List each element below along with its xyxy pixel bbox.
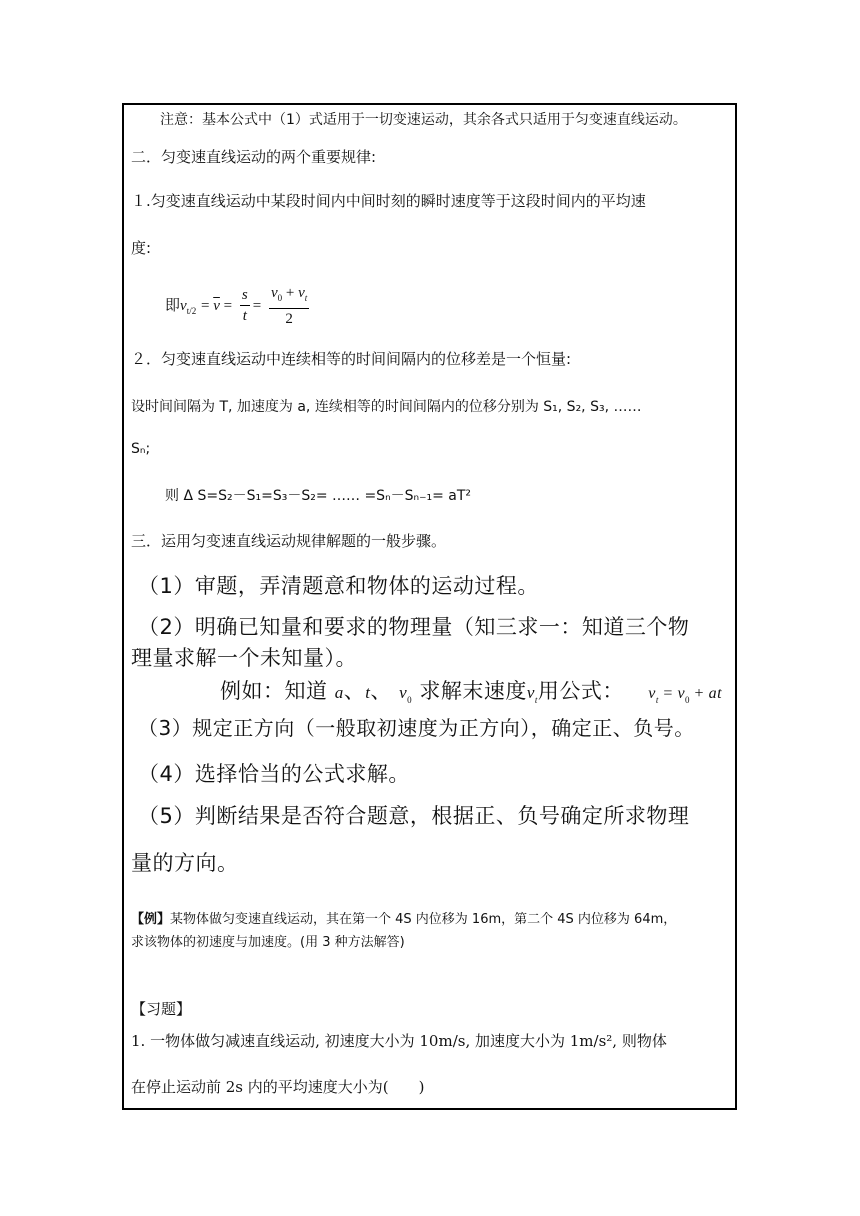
section-2-title: 二．匀变速直线运动的两个重要规律: — [131, 148, 377, 166]
example-suffix: 用公式： — [537, 679, 624, 703]
content-frame — [122, 103, 737, 1110]
step-1: （1）审题，弄清题意和物体的运动过程。 — [138, 574, 539, 598]
example-mid: 求解末速度 — [419, 679, 527, 703]
exercise-q1-line-1: 1. 一物体做匀减速直线运动, 初速度大小为 10m/s, 加速度大小为 1m/s², 则物体 — [131, 1032, 667, 1050]
step-4: （4）选择恰当的公式求解。 — [138, 762, 410, 786]
rule-2-formula: 则 Δ S=S₂－S₁=S₃－S₂= …… =Sₙ－Sₙ₋₁= aT² — [165, 488, 472, 504]
step-2-line-2: 理量求解一个未知量）。 — [131, 646, 357, 670]
rule-1-prefix: 即 — [165, 296, 181, 314]
example-line-2: 求该物体的初速度与加速度。(用 3 种方法解答) — [131, 935, 405, 950]
step-3: （3）规定正方向（一般取初速度为正方向），确定正、负号。 — [138, 716, 695, 740]
rule-2-line-2: Sₙ; — [131, 441, 151, 457]
step-2-example: 例如：知道 a、t、 $v_0$ 求解末速度$v_t$用公式： $v_t = v_0$ + at — [220, 679, 723, 706]
step-2-line-1: （2）明确已知量和要求的物理量（知三求一：知道三个物 — [138, 615, 690, 639]
rule-2-title: ２．匀变速直线运动中连续相等的时间间隔内的位移差是一个恒量: — [131, 350, 572, 368]
exercise-title: 【习题】 — [131, 1000, 192, 1018]
example-line-1 — [131, 908, 676, 927]
exercise-q1-line-2: 在停止运动前 2s 内的平均速度大小为( ) — [131, 1078, 425, 1096]
rule-1-line-1: １.匀变速直线运动中某段时间内中间时刻的瞬时速度等于这段时间内的平均速 — [131, 192, 646, 210]
note-line: 注意：基本公式中（1）式适用于一切变速运动，其余各式只适用于匀变速直线运动。 — [160, 112, 687, 128]
section-3-title: 三．运用匀变速直线运动规律解题的一般步骤。 — [131, 532, 447, 550]
example-prefix: 例如：知道 — [220, 679, 328, 703]
rule-2-line-1: 设时间间隔为 T, 加速度为 a, 连续相等的时间间隔内的位移分别为 S₁, S₂, S₃, …… — [131, 399, 642, 415]
rule-1-formula: 即$v_{t/2} = \overline{v}$ = $\frac{s}{t}$ = $\frac{v_0 + v_t}{2}$ — [165, 282, 312, 329]
example-text-1: 某物体做匀变速直线运动，其在第一个 4S 内位移为 16m，第二个 4S 内位移为 64m， — [170, 912, 677, 927]
step-5-line-2: 量的方向。 — [131, 851, 239, 875]
step-5-line-1: （5）判断结果是否符合题意，根据正、负号确定所求物理 — [138, 804, 690, 828]
rule-1-line-2: 度: — [131, 239, 152, 257]
example-tag: 【例】 — [131, 912, 171, 927]
